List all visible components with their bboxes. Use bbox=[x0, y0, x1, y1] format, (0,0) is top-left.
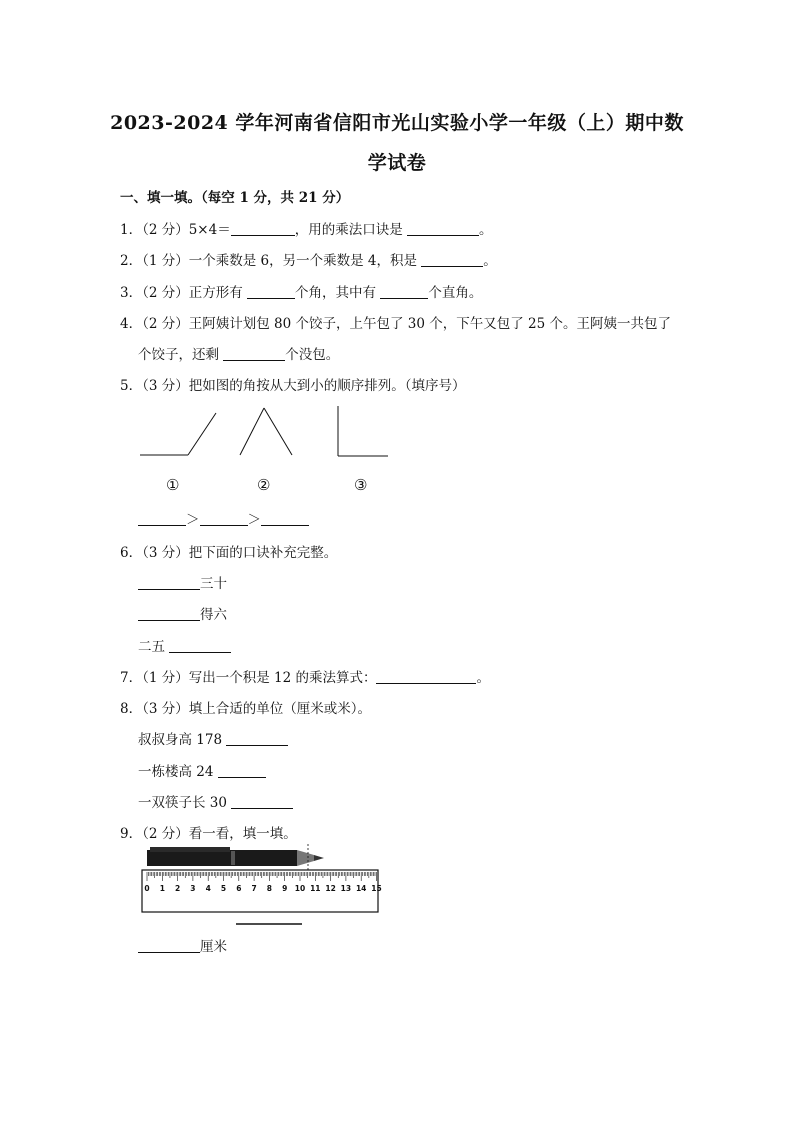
question-9: 9．（2 分）看一看，填一填。 bbox=[120, 826, 297, 842]
q4-blank bbox=[223, 347, 285, 362]
exam-title-line1: 2023-2024 学年河南省信阳市光山实验小学一年级（上）期中数 bbox=[110, 112, 684, 134]
q8-blank-1 bbox=[226, 732, 288, 747]
q8-row3-text: 一双筷子长 30 bbox=[138, 795, 227, 811]
q2-prefix: 2．（1 分）一个乘数是 6，另一个乘数是 4，积是 bbox=[120, 253, 417, 269]
q4-line2a: 个饺子，还剩 bbox=[138, 347, 219, 363]
q6-row-3 bbox=[138, 635, 231, 655]
q2-end: 。 bbox=[483, 253, 497, 269]
q6-row1-text: 三十 bbox=[200, 576, 227, 592]
ruler-number: 13 bbox=[340, 884, 352, 893]
q6-blank-3 bbox=[169, 639, 231, 654]
q1-prefix: 1．（2 分）5×4＝ bbox=[120, 222, 231, 238]
question-5: 5．（3 分）把如图的角按从大到小的顺序排列。（填序号） bbox=[120, 378, 466, 394]
ruler-number: 1 bbox=[159, 884, 165, 893]
angle-label-3: ③ bbox=[354, 476, 368, 494]
q3-blank-1 bbox=[247, 285, 295, 300]
question-8: 8．（3 分）填上合适的单位（厘米或米）。 bbox=[120, 701, 371, 717]
q8-blank-3 bbox=[231, 795, 293, 810]
question-1 bbox=[120, 218, 493, 238]
q8-row2-text: 一栋楼高 24 bbox=[138, 764, 214, 780]
q9-blank bbox=[138, 939, 200, 954]
ruler-number: 3 bbox=[190, 884, 196, 893]
ruler-number: 7 bbox=[251, 884, 257, 893]
q1-blank-1 bbox=[231, 222, 295, 237]
q3-blank-2 bbox=[380, 285, 428, 300]
q5-blank-2 bbox=[200, 512, 248, 527]
exam-title-line2: 学试卷 bbox=[367, 152, 427, 174]
q7-blank bbox=[376, 670, 476, 685]
q8-blank-2 bbox=[218, 764, 266, 779]
q1-mid: ，用的乘法口诀是 bbox=[294, 222, 403, 238]
q3-prefix: 3．（2 分）正方形有 bbox=[120, 285, 243, 301]
angle-label-2: ② bbox=[257, 476, 271, 494]
section-heading: 一、填一填。（每空 1 分，共 21 分） bbox=[120, 190, 350, 206]
q4-line2b: 个没包。 bbox=[285, 347, 340, 363]
q7-end: 。 bbox=[476, 670, 490, 686]
q6-blank-2 bbox=[138, 607, 200, 622]
q6-blank-1 bbox=[138, 576, 200, 591]
ruler-number: 12 bbox=[325, 884, 336, 893]
q6-row2-text: 得六 bbox=[200, 607, 227, 623]
angle-1-figure bbox=[140, 413, 216, 455]
angle-3-figure bbox=[338, 406, 388, 456]
ruler-number: 6 bbox=[236, 884, 242, 893]
question-3 bbox=[120, 281, 482, 301]
q5-answer-row bbox=[138, 508, 309, 528]
q8-row-3 bbox=[138, 791, 293, 811]
q3-mid: 个角，其中有 bbox=[295, 285, 377, 301]
q1-end: 。 bbox=[479, 222, 493, 238]
angle-label-1: ① bbox=[166, 476, 180, 494]
q5-gt-1: ＞ bbox=[186, 512, 200, 528]
ruler-number: 2 bbox=[174, 884, 181, 893]
q7-prefix: 7．（1 分）写出一个积是 12 的乘法算式： bbox=[120, 670, 377, 686]
question-2 bbox=[120, 249, 497, 269]
q8-row1-text: 叔叔身高 178 bbox=[138, 732, 223, 748]
ruler-number: 11 bbox=[310, 884, 321, 893]
q3-end: 个直角。 bbox=[428, 285, 483, 301]
q9-answer-row bbox=[138, 935, 227, 955]
q5-blank-1 bbox=[138, 512, 186, 527]
question-4-line1: 4．（2 分）王阿姨计划包 80 个饺子，上午包了 30 个，下午又包了 25 个。王阿姨一共包了 bbox=[120, 316, 672, 332]
ruler-number: 8 bbox=[266, 884, 273, 893]
ruler-number: 4 bbox=[205, 884, 211, 893]
ruler-number: 15 bbox=[371, 884, 382, 893]
q6-row3-text: 二五 bbox=[138, 639, 165, 655]
pen-and-ruler-figure bbox=[136, 842, 382, 928]
question-7 bbox=[120, 666, 490, 686]
q9-unit: 厘米 bbox=[200, 939, 227, 955]
question-4-line2 bbox=[138, 343, 339, 363]
question-6: 6．（3 分）把下面的口诀补充完整。 bbox=[120, 545, 338, 561]
q6-row-2 bbox=[138, 603, 227, 623]
ruler-number: 10 bbox=[294, 884, 306, 893]
q2-blank bbox=[421, 253, 483, 268]
q5-gt-2: ＞ bbox=[247, 512, 261, 528]
q5-blank-3 bbox=[261, 512, 309, 527]
angle-2-figure bbox=[240, 408, 292, 455]
ruler-number: 14 bbox=[355, 884, 367, 893]
q8-row-2 bbox=[138, 760, 266, 780]
ruler-number: 0 bbox=[144, 884, 150, 893]
q8-row-1 bbox=[138, 728, 288, 748]
q1-blank-2 bbox=[407, 222, 479, 237]
q6-row-1 bbox=[138, 572, 227, 592]
ruler-number: 9 bbox=[282, 884, 288, 893]
ruler-number: 5 bbox=[220, 884, 227, 893]
